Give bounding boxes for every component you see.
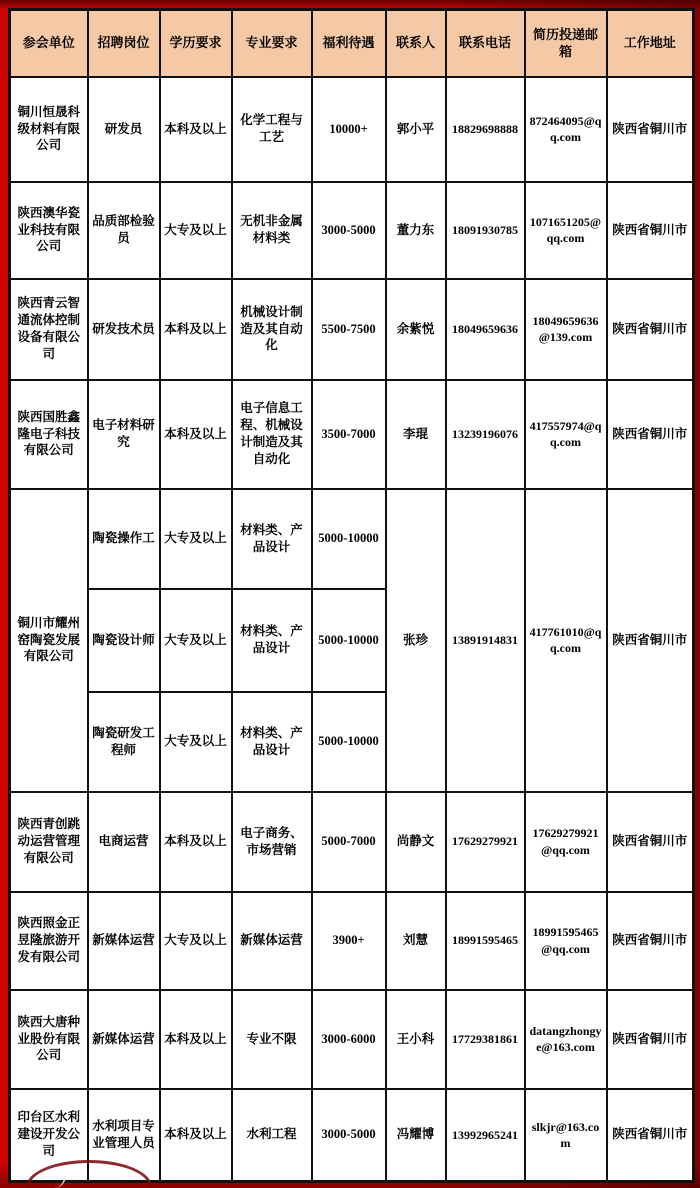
recruitment-table [8,8,695,1183]
column-header-company: 参会单位 [10,10,88,77]
cell-contact: 李琨 [386,380,446,489]
cell-position: 新媒体运营 [88,892,160,990]
cell-company-merged: 铜川市耀州窑陶瓷发展有限公司 [10,489,88,792]
cell-location: 陕西省铜川市 [607,77,694,182]
cell-salary: 10000+ [312,77,386,182]
cell-position: 电子材料研究 [88,380,160,489]
cell-location: 陕西省铜川市 [607,182,694,279]
cell-education: 本科及以上 [160,990,232,1089]
cell-salary: 5000-7000 [312,792,386,892]
cell-company: 陕西国胜鑫隆电子科技有限公司 [10,380,88,489]
cell-phone: 13239196076 [446,380,525,489]
cell-contact: 余紫悦 [386,279,446,380]
cell-phone: 13992965241 [446,1089,525,1182]
cell-position: 陶瓷设计师 [88,589,160,692]
cell-location: 陕西省铜川市 [607,892,694,990]
cell-salary: 3000-6000 [312,990,386,1089]
table-row [10,990,694,1089]
cell-major: 电子商务、市场营销 [232,792,312,892]
cell-education: 大专及以上 [160,892,232,990]
cell-phone: 18829698888 [446,77,525,182]
cell-contact: 尚静文 [386,792,446,892]
cell-education: 本科及以上 [160,279,232,380]
table-row [10,892,694,990]
cell-major: 水利工程 [232,1089,312,1182]
cell-phone: 17629279921 [446,792,525,892]
cell-salary: 3000-5000 [312,1089,386,1182]
cell-email: 18049659636@139.com [525,279,607,380]
column-header-position: 招聘岗位 [88,10,160,77]
cell-education: 本科及以上 [160,792,232,892]
cell-location: 陕西省铜川市 [607,1089,694,1182]
column-header-education: 学历要求 [160,10,232,77]
cell-salary: 5000-10000 [312,489,386,589]
cell-position: 研发技术员 [88,279,160,380]
cell-location: 陕西省铜川市 [607,990,694,1089]
cell-education: 大专及以上 [160,692,232,792]
cell-email: 17629279921@qq.com [525,792,607,892]
cell-education: 本科及以上 [160,380,232,489]
cell-position: 新媒体运营 [88,990,160,1089]
cell-education: 大专及以上 [160,489,232,589]
cell-phone: 18091930785 [446,182,525,279]
cell-salary: 3000-5000 [312,182,386,279]
cell-major: 电子信息工程、机械设计制造及其自动化 [232,380,312,489]
cell-major: 化学工程与工艺 [232,77,312,182]
cell-email: 18991595465@qq.com [525,892,607,990]
cell-phone: 17729381861 [446,990,525,1089]
cell-phone-merged: 13891914831 [446,489,525,792]
cell-salary: 5000-10000 [312,692,386,792]
header-row [10,10,694,77]
cell-major: 材料类、产品设计 [232,692,312,792]
cell-major: 材料类、产品设计 [232,589,312,692]
cell-major: 机械设计制造及其自动化 [232,279,312,380]
column-header-contact: 联系人 [386,10,446,77]
cell-position: 陶瓷操作工 [88,489,160,589]
table-row [10,182,694,279]
cell-company: 陕西照金正昱隆旅游开发有限公司 [10,892,88,990]
cell-contact: 王小科 [386,990,446,1089]
table-row [10,77,694,182]
cell-salary: 3500-7000 [312,380,386,489]
cell-position: 电商运营 [88,792,160,892]
cell-education: 大专及以上 [160,182,232,279]
cell-contact: 冯耀博 [386,1089,446,1182]
cell-email: 1071651205@qq.com [525,182,607,279]
cell-position: 水利项目专业管理人员 [88,1089,160,1182]
cell-email-merged: 417761010@qq.com [525,489,607,792]
column-header-location: 工作地址 [607,10,694,77]
cell-contact: 董力东 [386,182,446,279]
cell-salary: 5000-10000 [312,589,386,692]
table-row [10,489,694,589]
cell-education: 本科及以上 [160,77,232,182]
cell-email: slkjr@163.com [525,1089,607,1182]
column-header-phone: 联系电话 [446,10,525,77]
table-row [10,279,694,380]
cell-company: 陕西青云智通流体控制设备有限公司 [10,279,88,380]
cell-location-merged: 陕西省铜川市 [607,489,694,792]
cell-major: 新媒体运营 [232,892,312,990]
cell-email: 417557974@qq.com [525,380,607,489]
cell-company: 陕西澳华瓷业科技有限公司 [10,182,88,279]
cell-position: 陶瓷研发工程师 [88,692,160,792]
cell-major: 专业不限 [232,990,312,1089]
cell-position: 研发员 [88,77,160,182]
cell-location: 陕西省铜川市 [607,279,694,380]
cell-company: 陕西大唐种业股份有限公司 [10,990,88,1089]
cell-major: 无机非金属材料类 [232,182,312,279]
cell-education: 大专及以上 [160,589,232,692]
cell-position: 品质部检验员 [88,182,160,279]
cell-phone: 18991595465 [446,892,525,990]
cell-email: 872464095@qq.com [525,77,607,182]
column-header-email: 简历投递邮箱 [525,10,607,77]
cell-email: datangzhongye@163.com [525,990,607,1089]
table-row [10,1089,694,1182]
table-row [10,380,694,489]
cell-salary: 3900+ [312,892,386,990]
cell-contact-merged: 张珍 [386,489,446,792]
cell-location: 陕西省铜川市 [607,792,694,892]
cell-major: 材料类、产品设计 [232,489,312,589]
cell-contact: 刘慧 [386,892,446,990]
cell-company: 铜川恒晟科级材料有限公司 [10,77,88,182]
cell-education: 本科及以上 [160,1089,232,1182]
cell-salary: 5500-7500 [312,279,386,380]
cell-phone: 18049659636 [446,279,525,380]
cell-company: 印台区水利建设开发公司 [10,1089,88,1182]
table-row [10,792,694,892]
cell-location: 陕西省铜川市 [607,380,694,489]
cell-contact: 郭小平 [386,77,446,182]
column-header-salary: 福利待遇 [312,10,386,77]
column-header-major: 专业要求 [232,10,312,77]
cell-company: 陕西青创跳动运营管理有限公司 [10,792,88,892]
